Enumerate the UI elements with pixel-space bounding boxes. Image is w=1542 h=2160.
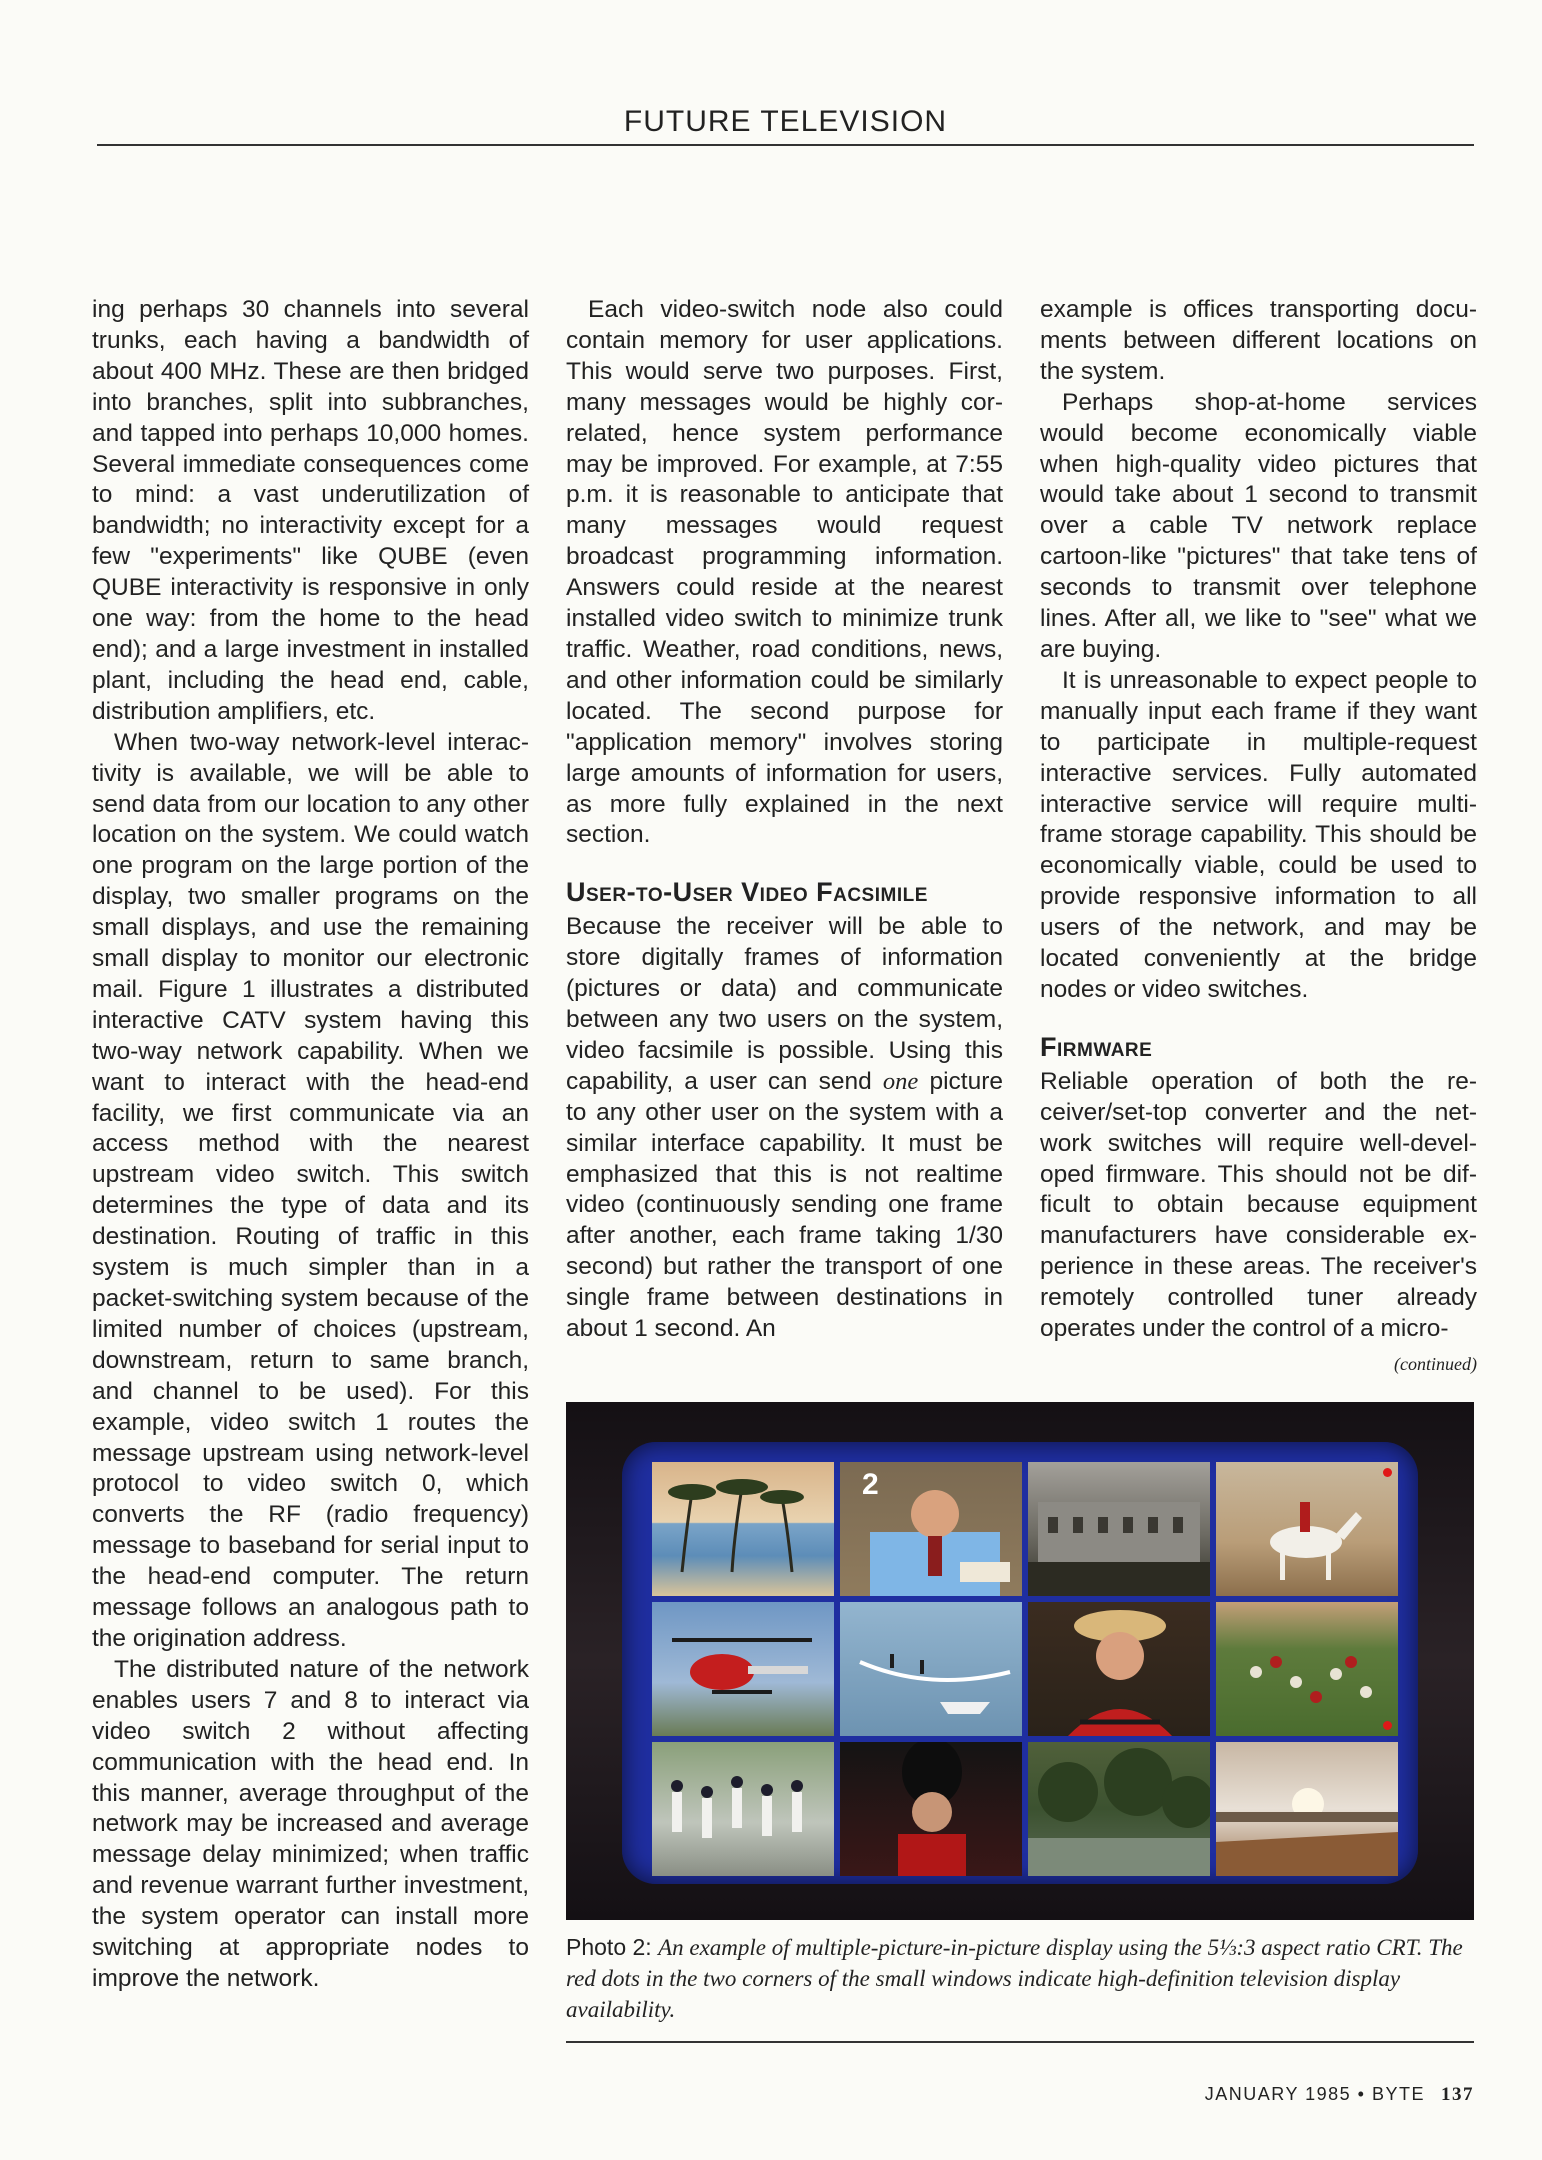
continued-note: (continued) [1394,1354,1477,1374]
running-head: FUTURE TELEVISION [97,100,1474,146]
photo-multi-picture-display [566,1402,1474,1920]
building-icon [1028,1462,1210,1596]
tile-woman-hat [1028,1602,1210,1736]
folio-text: JANUARY 1985 • BYTE [1204,2084,1425,2104]
caption-label: Photo 2: [566,1934,659,1960]
page-number: 137 [1441,2084,1474,2105]
paragraph: The distributed nature of the network enables users 7 and 8 to interact via video switch 2 without affecting communication with the head end. In this manner, average throughput of the network may be increased and average message delay minimized; when traffic and revenue warrant further investment, the system operator can install more switching at appropriate nodes to improve the network. [92,1655,529,1992]
section-heading: Firmware [1040,1031,1153,1062]
paragraph: ing perhaps 30 channels into several trunks, each having a bandwidth of about 400 MHz. These are then bridged into branches, split into subbranches, and tapped into perhaps 10,000 homes. Several immediate consequences come to mind: a vast underutilization of bandwidth; no interactivity except for a few "experiments" like QUBE (even QUBE interactivity is responsive in only one way: from the home to the head end); and a large investment in installed plant, including the head end, cable, distribution amplifiers, etc. [92,296,529,725]
tile-horse-rider [1216,1462,1398,1596]
tile-news-anchor [840,1462,1022,1596]
tile-palace-gardens [1216,1742,1398,1876]
paragraph: Reliable operation of both the receiver/set-top converter and the network switches will require well-developed firmware. This should not be difficult to obtain because equipment manufacturers have considerable experience in these areas. The receiver's remotely controlled tuner already operates under the control of a micro- [1040,1067,1477,1343]
hd-indicator-dot [1383,1721,1392,1730]
paragraph: example is offices transporting documents between different locations on the system. [1040,296,1477,385]
sunrise-icon [1216,1742,1398,1876]
tile-palm-beach [652,1462,834,1596]
tile-garden-pond [1028,1742,1210,1876]
channel-number: 2 [862,1468,879,1501]
paragraph: Perhaps shop-at-home services would become economically viable when high-quality video pictures that would take about 1 second to transmit over a cable TV network replace cartoon-like "pictures" that take tens of seconds to transmit over telephone lines. After all, we like to "see" what we are buying. [1040,388,1477,663]
paragraph: Because the receiver will be able to store digitally frames of information (pictures or data) and communicate between any two users on the system, video facsimile is possible. Using this capability, a user can send one picture to any other user on the system with a similar interface capability. It must be emphasized that this is not realtime video (continuously sending one frame after another, each frame taking 1/30 second) but rather the transport of one single frame between destinations in about 1 second. An [566,913,1004,1343]
tile-helicopter [652,1602,834,1736]
caption-text: An example of multiple-picture-in-picture display using the 5⅓:3 aspect ratio CRT. The red dots in the two corners of the small windows indicate high-definition television display availability. [566,1935,1463,2022]
tile-football [1216,1602,1398,1736]
paragraph: Each video-switch node also could contain memory for user applications. This would serve two purposes. First, many messages would be highly correlated, hence system performance may be improved. For example, at 7:55 p.m. it is reasonable to anticipate that many messages would request broadcast programming information. Answers could reside at the nearest installed video switch to minimize trunk traffic. Weather, road conditions, news, and other information could be similarly located. The second purpose for "application memory" involves storing large amounts of information for users, as more fully explained in the next section. [566,296,1003,849]
helicopter-icon [652,1602,834,1736]
marching-band-icon [652,1742,834,1876]
paragraph: When two-way network-level interactivity is available, we will be able to send data from our location to any other location on the system. We could watch one program on the large portion of the display, two smaller programs on the small displays, and use the remaining small display to monitor our electronic mail. Figure 1 illustrates a distributed interactive CATV system having this two-way network capability. When we want to interact with the head-end facility, we first communicate via an access method with the nearest upstream video switch. This switch determines the type of data and its destination. Routing of traffic in this system is much simpler than in a packet-switching system because of the limited number of choices (upstream, downstream, return to same branch, and channel to be used). For this example, video switch 1 routes the message upstream using network-level protocol to video switch 0, which converts the RF (radio frequency) message to baseband for serial input to the head-end computer. The return message follows an analogous path to the origination address. [92,728,529,1652]
tv-screen [622,1442,1418,1884]
photo-caption [566,1932,1474,2043]
text-column-1 [92,295,529,1995]
text-column-2 [566,295,1003,1345]
tile-guardsman [840,1742,1022,1876]
soldier-icon [840,1742,1022,1876]
hd-indicator-dot [1383,1468,1392,1477]
horse-icon [1216,1462,1398,1596]
page-footer [1120,2084,1474,2106]
boat-icon [840,1602,1022,1736]
text-column-3 [1040,295,1477,1380]
paragraph: It is unreasonable to expect people to manually input each frame if they want to participate in multiple-request interactive services. Fully automated interactive service will require multiframe storage capability. This should be economically viable, could be used to provide responsive information to all users of the network, and may be located conveniently at the bridge nodes or video switches. [1040,666,1477,1003]
portrait-icon [1028,1602,1210,1736]
tile-water-ski [840,1602,1022,1736]
tile-parade [652,1742,834,1876]
tile-chateau [1028,1462,1210,1596]
palm-trees-icon [652,1462,834,1596]
section-heading: User-to-User Video Facsimile [566,877,928,908]
trees-icon [1028,1742,1210,1876]
players-icon [1216,1602,1398,1736]
